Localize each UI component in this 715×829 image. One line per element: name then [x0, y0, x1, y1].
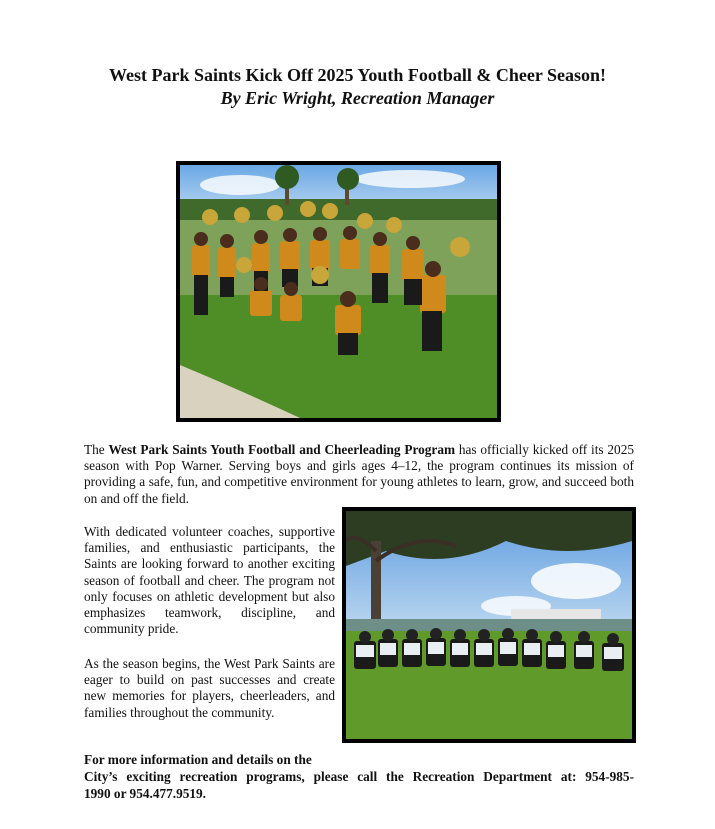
article-title: West Park Saints Kick Off 2025 Youth Football & Cheer Season!: [108, 65, 606, 85]
photo-football-team-icon: [346, 511, 632, 739]
contact-line-3: 1990 or 954.477.9519.: [84, 786, 207, 801]
contact-line-2: City’s exciting recreation programs, please call the Recreation Department at: 954-985-: [84, 769, 634, 784]
program-name: West Park Saints Youth Football and Cheerleading Program: [108, 442, 456, 457]
football-team-photo: [342, 507, 636, 743]
contact-info: [84, 751, 634, 802]
cheerleaders-photo: [176, 161, 501, 422]
season-paragraph: As the season begins, the West Park Saints are eager to build on past successes and create new memories for players, cheerleaders, and families throughout the community.: [84, 656, 335, 720]
article-byline: By Eric Wright, Recreation Manager: [220, 88, 495, 108]
photo-cheerleaders-icon: [180, 165, 497, 418]
contact-line-1: For more information and details on the: [84, 752, 312, 767]
intro-rest: has officially kicked off its 2025 season with Pop Warner. Serving boys and girls ages 4–12, the program continues its mission of providing a safe, fun, and competitive environment for young athletes to learn, grow, and succeed both on and off the field.: [84, 442, 634, 506]
intro-lead: The: [84, 442, 109, 457]
intro-paragraph: [84, 442, 634, 507]
volunteers-paragraph: With dedicated volunteer coaches, supportive families, and enthusiastic participants, the Saints are looking forward to another exciting season of football and cheer. The program not only focuses on athletic development but also emphasizes teamwork, discipline, and community pride.: [84, 524, 335, 637]
